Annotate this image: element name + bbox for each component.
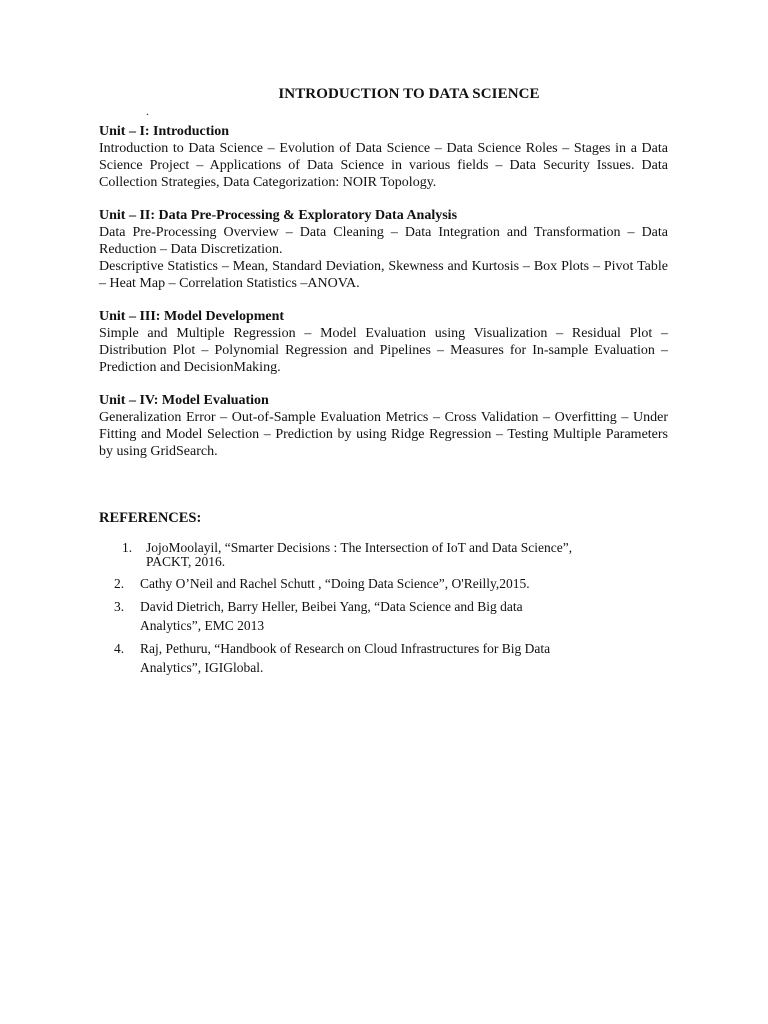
unit-3 (99, 308, 668, 376)
unit-1 (99, 123, 668, 191)
stray-mark: . (146, 104, 149, 118)
reference-text: Cathy O’Neil and Rachel Schutt , “Doing Data Science”, O'Reilly,2015. (140, 576, 530, 591)
unit-heading: Unit – I: Introduction (99, 124, 230, 139)
unit-2 (99, 207, 668, 292)
reference-text: Raj, Pethuru, “Handbook of Research on Cloud Infrastructures for Big Data Analytics”, IGIGlobal. (140, 641, 551, 675)
reference-text: JojoMoolayil, “Smarter Decisions : The Intersection of IoT and Data Science”, PACKT, 2016. (146, 540, 573, 569)
reference-text: David Dietrich, Barry Heller, Beibei Yang, “Data Science and Big data Analytics”, EMC 2013 (140, 599, 523, 633)
unit-heading: Unit – III: Model Development (99, 309, 285, 324)
reference-number: 3. (114, 599, 125, 614)
reference-number: 1. (122, 540, 133, 555)
unit-body: Data Pre-Processing Overview – Data Cleaning – Data Integration and Transformation – Data Reduction – Data Discretization. (99, 225, 668, 257)
reference-item (99, 597, 585, 635)
unit-heading: Unit – II: Data Pre-Processing & Exploratory Data Analysis (99, 208, 458, 223)
references-section (99, 509, 668, 677)
document-title: INTRODUCTION TO DATA SCIENCE (278, 86, 540, 102)
reference-item (99, 575, 668, 592)
references-heading: REFERENCES: (99, 510, 202, 526)
reference-item (99, 639, 585, 677)
unit-4 (99, 392, 668, 460)
syllabus-units (99, 123, 668, 476)
unit-body-continued: Descriptive Statistics – Mean, Standard Deviation, Skewness and Kurtosis – Box Plots – Pivot Table – Heat Map – Correlation Statistics –ANOVA. (99, 259, 668, 291)
reference-number: 4. (114, 641, 125, 656)
unit-body: Simple and Multiple Regression – Model Evaluation using Visualization – Residual Plot – Distribution Plot – Polynomial Regression and Pipelines – Measures for In-sample Evaluation – Prediction and DecisionMaking. (99, 326, 668, 375)
unit-body: Generalization Error – Out-of-Sample Evaluation Metrics – Cross Validation – Overfitting – Under Fitting and Model Selection – Prediction by using Ridge Regression – Testing Multiple Parameters by using GridSearch. (99, 410, 668, 459)
unit-heading: Unit – IV: Model Evaluation (99, 393, 269, 408)
reference-item (99, 541, 576, 569)
reference-number: 2. (114, 576, 125, 591)
unit-body: Introduction to Data Science – Evolution of Data Science – Data Science Roles – Stages in a Data Science Project – Applications of Data Science in various fields – Data Security Issues. Data Collection Strategies, Data Categorization: NOIR Topology. (99, 141, 668, 190)
references-list (99, 541, 668, 677)
